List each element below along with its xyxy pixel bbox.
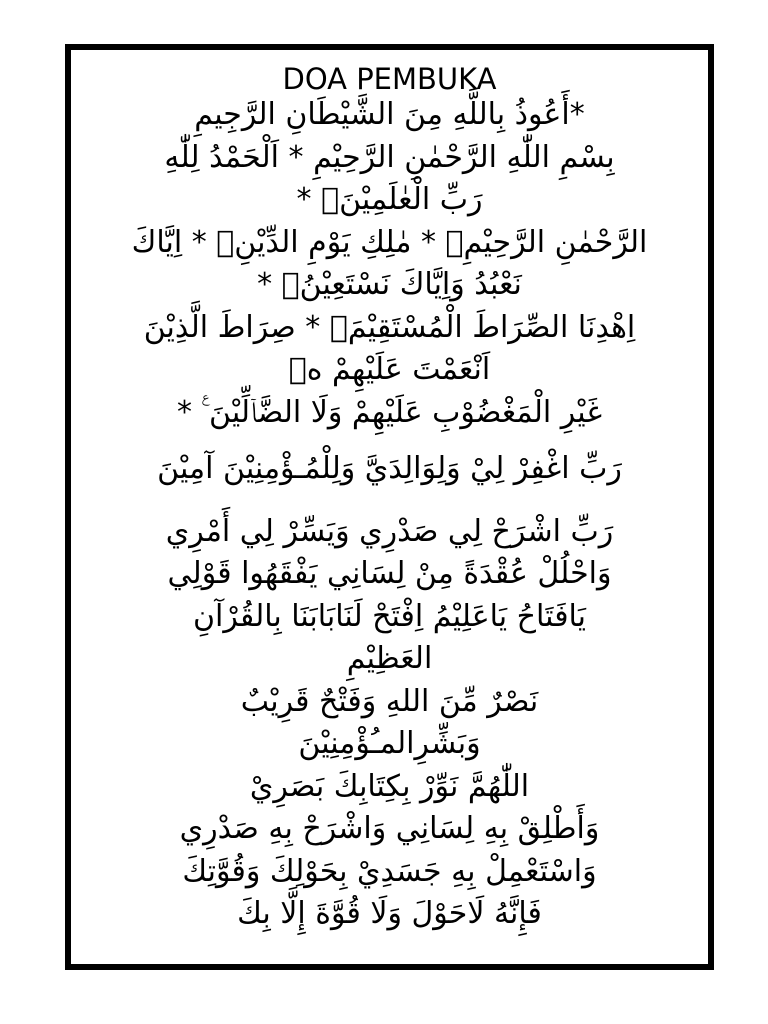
verse-line-3: رَبِّ الْعٰلَمِيْنَۙ * [296, 182, 483, 217]
verse-line-5: نَعْبُدُ وَاِيَّاكَ نَسْتَعِيْنُۗ * [257, 267, 522, 302]
verse-line-15: وَبَشِّرِالمـُؤْمِنِيْنَ [298, 726, 481, 761]
verse-line-7: اَنْعَمْتَ عَلَيْهِمْ ەۙ [288, 352, 491, 387]
verse-line-16: اللّٰهُمَّ نَوِّرْ بِكِتَابِكَ بَصَرِيْ [249, 768, 530, 804]
verse-line-18: وَاسْتَعْمِلْ بِهِ جَسَدِيْ بِحَوْلِكَ وَقُوَّتِكَ [182, 853, 597, 889]
verse-line-4: الرَّحْمٰنِ الرَّحِيْمِۙ * مٰلِكِ يَوْمِ الدِّيْنِۗ * اِيَّاكَ [131, 224, 648, 260]
verse-line-13: العَظِيْمِ [346, 641, 433, 676]
prayer-text [71, 94, 708, 936]
verse-line-10: رَبِّ اشْرَحْ لِي صَدْرِي وَيَسِّرْ لِي أَمْرِي [165, 513, 614, 549]
verse-line-9: رَبِّ اغْفِرْ لِيْ وَلِوَالِدَيَّ وَلِلْمُـؤْمِنِيْنَ آمِيْنَ [157, 451, 622, 486]
verse-line-11: وَاحْلُلْ عُقْدَةً مِنْ لِسَانِي يَفْقَهُوا قَوْلِي [167, 556, 612, 591]
verse-line-12: يَافَتَاحُ يَاعَلِيْمُ اِفْتَحْ لَنَابَابَنَا بِالقُرْآنِ [192, 598, 587, 634]
verse-line-8: غَيْرِ الْمَغْضُوْبِ عَلَيْهِمْ وَلَا الضَّاۤلِّيْنَ ࣖ * [176, 394, 603, 430]
document-title: DOA PEMBUKA [282, 62, 497, 96]
verse-line-17: وَأَطْلِقْ بِهِ لِسَانِي وَاشْرَحْ بِهِ صَدْرِي [179, 811, 600, 846]
verse-line-14: نَصْرٌ مِّنَ اللهِ وَفَتْحٌ قَرِيْبٌ [240, 683, 539, 719]
verse-line-1: *أَعُوذُ بِاللَّهِ مِنَ الشَّيْطَانِ الرَّجِيمِ [194, 97, 585, 132]
verse-line-6: اِهْدِنَا الصِّرَاطَ الْمُسْتَقِيْمَۙ * صِرَاطَ الَّذِيْنَ [143, 309, 636, 345]
verse-line-19: فَإِنَّهُ لَاحَوْلَ وَلَا قُوَّةَ إِلَّا بِكَ [237, 896, 542, 931]
document-frame [65, 44, 714, 970]
verse-line-2: بِسْمِ اللّٰهِ الرَّحْمٰنِ الرَّحِيْمِ * اَلْحَمْدُ لِلّٰهِ [164, 139, 615, 175]
